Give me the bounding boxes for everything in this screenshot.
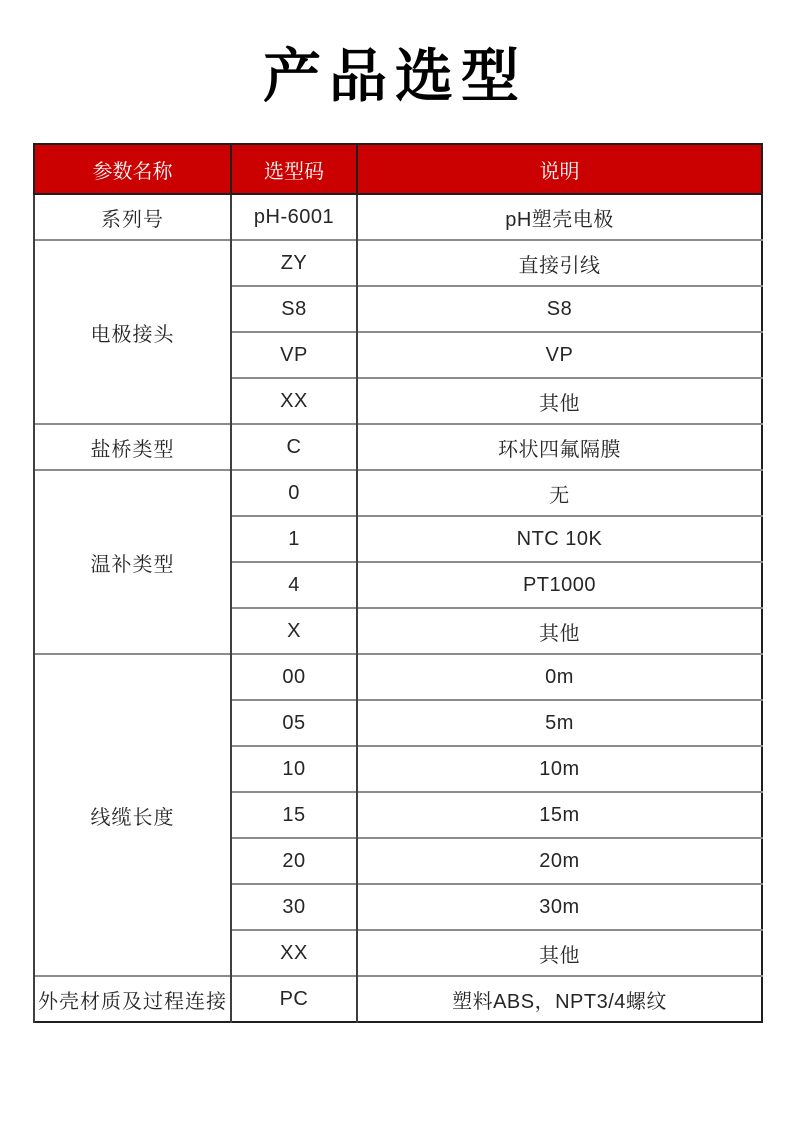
code-cell: 20 [231, 838, 357, 884]
table-row [34, 470, 762, 516]
code-cell: 05 [231, 700, 357, 746]
desc-cell: 5m [357, 700, 762, 746]
code-cell: 30 [231, 884, 357, 930]
param-cell-housing-material-process-connection: 外壳材质及过程连接 [34, 976, 231, 1022]
code-cell: pH-6001 [231, 194, 357, 240]
code-cell: 1 [231, 516, 357, 562]
code-cell: XX [231, 378, 357, 424]
code-cell: ZY [231, 240, 357, 286]
desc-cell: 其他 [357, 608, 762, 654]
code-cell: VP [231, 332, 357, 378]
header-row [34, 144, 762, 194]
desc-cell: PT1000 [357, 562, 762, 608]
code-cell: C [231, 424, 357, 470]
desc-cell: 其他 [357, 930, 762, 976]
code-cell: 10 [231, 746, 357, 792]
desc-cell: 20m [357, 838, 762, 884]
param-cell-temp-compensation-type: 温补类型 [34, 470, 231, 654]
desc-cell: 无 [357, 470, 762, 516]
desc-cell: 塑料ABS，NPT3/4螺纹 [357, 976, 762, 1022]
code-cell: 0 [231, 470, 357, 516]
param-cell-salt-bridge-type: 盐桥类型 [34, 424, 231, 470]
table-row [34, 194, 762, 240]
desc-cell: 0m [357, 654, 762, 700]
code-cell: XX [231, 930, 357, 976]
col-header-description: 说明 [357, 144, 762, 194]
product-selection-table [33, 143, 763, 1023]
desc-cell: 其他 [357, 378, 762, 424]
page-title: 产品选型 [262, 44, 527, 109]
col-header-selection-code: 选型码 [231, 144, 357, 194]
desc-cell: 30m [357, 884, 762, 930]
desc-cell: 10m [357, 746, 762, 792]
col-header-parameter-name: 参数名称 [34, 144, 231, 194]
desc-cell: 直接引线 [357, 240, 762, 286]
code-cell: S8 [231, 286, 357, 332]
desc-cell: 环状四氟隔膜 [357, 424, 762, 470]
table-row [34, 654, 762, 700]
table-row [34, 240, 762, 286]
desc-cell: S8 [357, 286, 762, 332]
param-cell-electrode-connector: 电极接头 [34, 240, 231, 424]
code-cell: 15 [231, 792, 357, 838]
code-cell: PC [231, 976, 357, 1022]
table-row [34, 424, 762, 470]
code-cell: 00 [231, 654, 357, 700]
param-cell-series-number: 系列号 [34, 194, 231, 240]
table-row [34, 976, 762, 1022]
desc-cell: NTC 10K [357, 516, 762, 562]
desc-cell: 15m [357, 792, 762, 838]
desc-cell: pH塑壳电极 [357, 194, 762, 240]
code-cell: X [231, 608, 357, 654]
param-cell-cable-length: 线缆长度 [34, 654, 231, 976]
desc-cell: VP [357, 332, 762, 378]
code-cell: 4 [231, 562, 357, 608]
